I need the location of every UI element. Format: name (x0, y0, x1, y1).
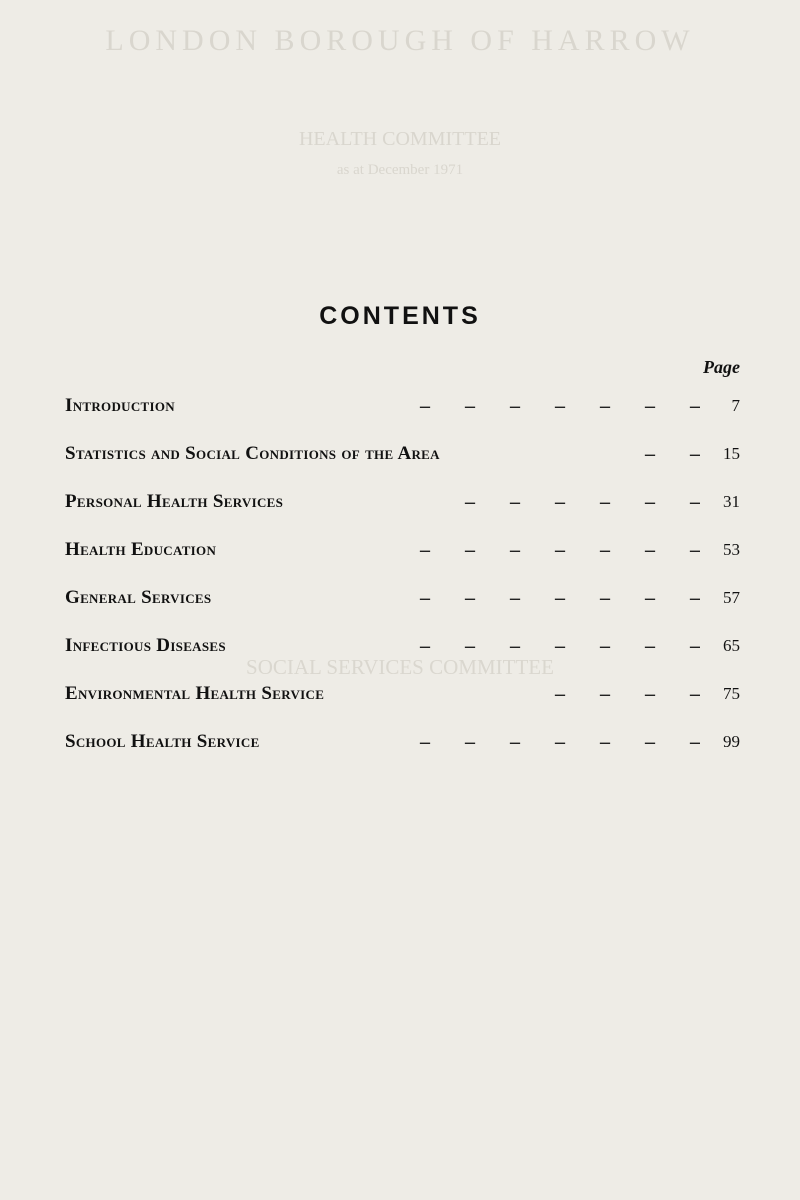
toc-entry (65, 574, 740, 622)
toc-leader: – – – – – – – (420, 634, 700, 657)
page-column-label: Page (703, 357, 740, 377)
toc-entry-title: Environmental Health Service (65, 683, 325, 704)
toc-entry-page: 99 (723, 732, 740, 751)
toc-entry (65, 430, 740, 478)
toc-entry-title: Statistics and Social Conditions of the Area (65, 443, 440, 464)
toc-entry-title: Personal Health Services (65, 491, 284, 512)
toc-entry-title: Introduction (65, 395, 175, 416)
ghost-heading-2: SOCIAL SERVICES COMMITTEE (246, 655, 554, 679)
toc-entry-title: School Health Service (65, 731, 260, 752)
toc-entry-page: 15 (723, 444, 740, 463)
toc-entry-page: 31 (723, 492, 740, 511)
ghost-date: as at December 1971 (336, 162, 464, 178)
toc-leader: – – – – – – – (420, 538, 700, 561)
toc-entry-page: 53 (723, 540, 740, 559)
toc-entry-page: 7 (731, 396, 740, 415)
contents-heading: CONTENTS (319, 302, 481, 330)
toc-entry-page: 57 (723, 588, 740, 607)
table-of-contents (65, 382, 740, 766)
toc-leader: – – – – (555, 682, 700, 705)
toc-entry-page: 65 (723, 636, 740, 655)
ghost-borough-title: LONDON BOROUGH OF HARROW (105, 24, 695, 57)
toc-leader: – – – – – – – (420, 586, 700, 609)
toc-entry (65, 670, 740, 718)
ghost-committee-title: HEALTH COMMITTEE (298, 128, 502, 150)
toc-leader: – – – – – – (465, 490, 700, 513)
toc-entry (65, 478, 740, 526)
toc-entry-title: Infectious Diseases (65, 635, 226, 656)
toc-entry (65, 382, 740, 430)
toc-entry (65, 718, 740, 766)
toc-entry (65, 622, 740, 670)
toc-leader: – – – – – – – (420, 730, 700, 753)
toc-entry-title: General Services (65, 587, 212, 608)
toc-entry (65, 526, 740, 574)
toc-entry-title: Health Education (65, 539, 217, 560)
toc-leader: – – (645, 442, 700, 465)
toc-leader: – – – – – – – (420, 394, 700, 417)
toc-entry-page: 75 (723, 684, 740, 703)
